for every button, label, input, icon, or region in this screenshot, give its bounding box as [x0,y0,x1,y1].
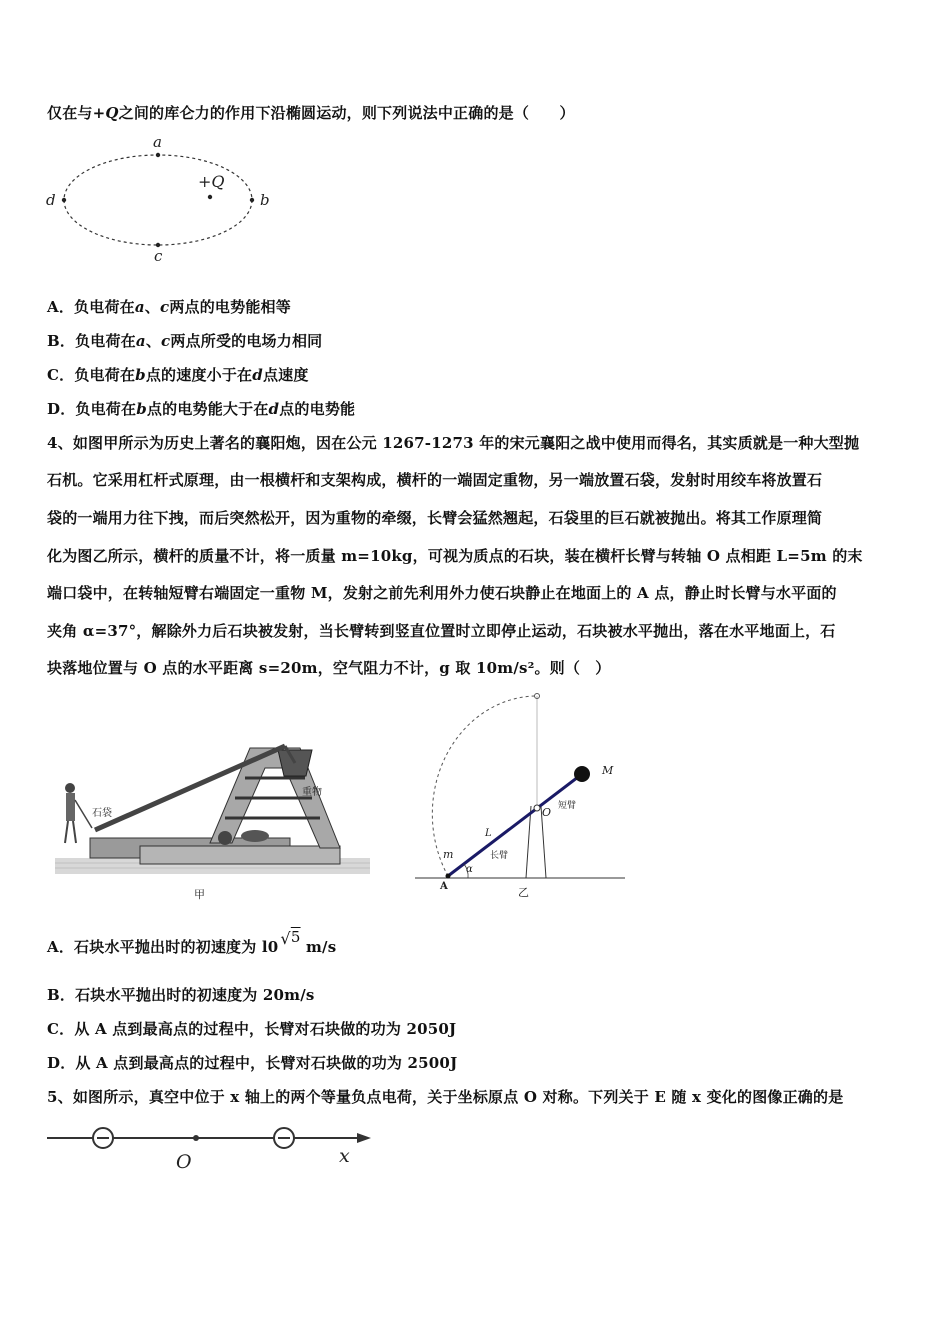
label-M: M [602,764,614,777]
q3-option-a-pre: A．负电荷在 [47,298,135,316]
fig-jia-caption: 甲 [194,888,205,901]
q3-option-d-v2: d [268,400,280,418]
q3-stem [47,102,575,123]
q4-line-3: 袋的一端用力往下拽，而后突然松开，因为重物的牵缀，长臂会猛然翘起，石袋里的巨石就被抛出。将其工作原理简 [47,509,823,527]
q3-option-d [47,398,355,419]
q4-option-a-pre: A．石块水平抛出时的初速度为 l0 [47,938,279,956]
q3-option-a-mid: 、 [144,298,160,316]
label-O: O [542,806,552,819]
label-stone-bag: 石袋 [92,808,112,819]
q3-option-d-pre: D．负电荷在 [47,400,137,418]
q4-line-1: 4、如图甲所示为历史上著名的襄阳炮，因在公元 1267-1273 年的宋元襄阳之战中使用而得名，其实质就是一种大型抛 [47,434,860,452]
q3-stem-part1: 仅在与+ [47,104,106,122]
q3-option-b-post: 两点所受的电场力相同 [170,332,323,350]
point-c-label: c [154,247,163,265]
q3-option-a [47,296,291,317]
q3-stem-part2: 之间的库仑力的作用下沿椭圆运动，则下列说法中正确的是（ ） [118,104,575,122]
q3-option-c-v1: b [135,366,146,384]
fig-yi-caption: 乙 [518,886,529,899]
charge-q-label: +Q [198,172,225,191]
trebuchet-illustration [50,718,375,903]
q4-line-4: 化为图乙所示，横杆的质量不计，将一质量 m=10kg，可视为质点的石块，装在横杆长臂与转轴 O 点相距 L=5m 的末 [47,547,863,565]
q3-option-a-v2: c [159,298,170,316]
q3-option-b [47,330,322,351]
q3-option-c-mid: 点的速度小于在 [145,366,253,384]
x-axis-charges-figure [45,1118,375,1176]
q4-option-a-post: m/s [300,938,337,956]
label-m: m [443,848,454,861]
q3-option-d-mid: 点的电势能大于在 [146,400,269,418]
q3-option-c-pre: C．负电荷在 [47,366,136,384]
label-alpha: α [466,864,473,875]
q3-option-b-mid: 、 [145,332,162,350]
q4-option-c: C．从 A 点到最高点的过程中，长臂对石块做的功为 2050J [47,1020,457,1038]
q3-option-a-post: 两点的电势能相等 [169,298,291,316]
point-a-label: a [153,133,162,151]
q3-option-d-v1: b [136,400,147,418]
q4-line-2: 石机。它采用杠杆式原理，由一根横杆和支架构成，横杆的一端固定重物，另一端放置石袋，发射时用绞车将放置石 [47,471,823,489]
q3-option-c [47,364,309,385]
q3-option-c-v2: d [252,366,263,384]
q4-option-a [47,928,337,957]
label-counterweight: 重物 [302,787,322,798]
q4-line-7: 块落地位置与 O 点的水平距离 s=20m，空气阻力不计，g 取 10m/s²。则（ ） [47,659,611,677]
label-L: L [485,828,492,839]
q3-option-b-v2: c [161,332,171,350]
q4-option-a-radicand: 5 [290,928,301,946]
x-axis-label: x [339,1145,350,1167]
q5-stem: 5、如图所示，真空中位于 x 轴上的两个等量负点电荷，关于坐标原点 O 对称。下列关于 E 随 x 变化的图像正确的是 [47,1088,844,1106]
label-long-arm: 长臂 [490,851,509,861]
label-short-arm: 短臂 [558,801,577,811]
q4-line-6: 夹角 α=37°，解除外力后石块被发射，当长臂转到竖直位置时立即停止运动，石块被水平抛出，落在水平地面上，石 [47,622,836,640]
q3-option-d-post: 点的电势能 [279,400,356,418]
ellipse-orbit-figure [40,133,280,268]
origin-label: O [176,1151,192,1173]
q3-option-a-v1: a [134,298,145,316]
label-A: A [440,881,448,892]
q3-option-b-v1: a [135,332,146,350]
q3-stem-charge: Q [105,104,119,122]
q3-option-c-post: 点速度 [262,366,309,384]
point-d-label: d [46,191,56,209]
q4-option-d: D．从 A 点到最高点的过程中，长臂对石块做的功为 2500J [47,1054,458,1072]
q3-option-b-pre: B．负电荷在 [47,332,136,350]
point-b-label: b [260,191,270,209]
sqrt-symbol: √ [280,929,291,948]
q4-line-5: 端口袋中，在转轴短臂右端固定一重物 M，发射之前先利用外力使石块静止在地面上的 A 点，静止时长臂与水平面的 [47,584,837,602]
trebuchet-diagram [410,688,640,903]
q4-option-b: B．石块水平抛出时的初速度为 20m/s [47,986,315,1004]
